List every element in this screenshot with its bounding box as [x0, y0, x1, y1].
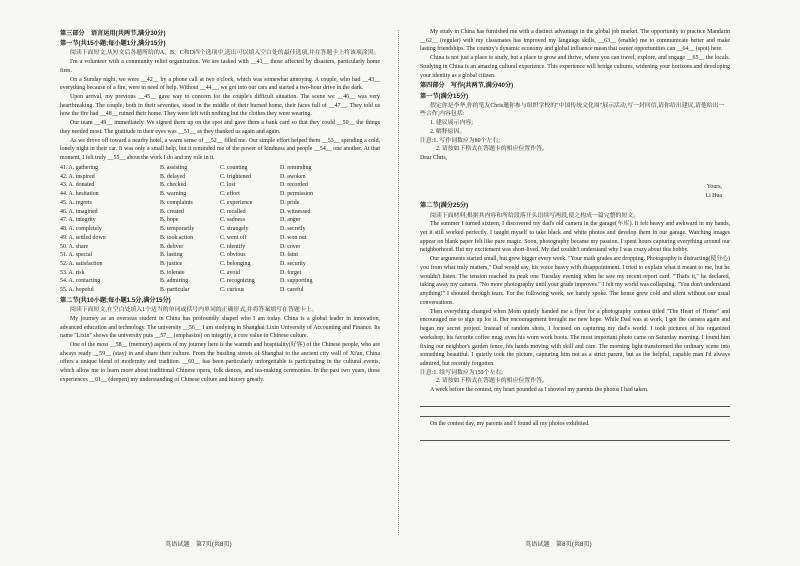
option-cell: B. warning [160, 191, 187, 198]
option-cell: B. particular [160, 287, 190, 294]
option-cell: C. obvious [220, 252, 246, 259]
option-cell: C. experience [220, 199, 253, 206]
section1-title: 第一节(共15小题;每小题1分,满分15分) [60, 40, 166, 48]
option-cell: B. justice [160, 260, 183, 267]
option-cell: 50. A. share [60, 243, 89, 250]
option-cell: C. recalled [220, 208, 246, 215]
writing-lines [420, 397, 730, 417]
option-cell: D. reminding [280, 164, 312, 171]
option-cell: C. counting [220, 164, 248, 171]
option-cell: D. won out [280, 234, 307, 241]
part4-title: 第四部分 写作(共两节,满分40分) [420, 82, 514, 90]
option-cell: B. took action [160, 234, 194, 241]
option-cell: D. witnessed [280, 208, 311, 215]
writing-point: 2. 解释原因。 [430, 128, 466, 135]
option-cell: C. lost [220, 182, 236, 189]
option-cell: 43. A. donated [60, 182, 95, 189]
option-cell: D. pride [280, 199, 300, 206]
cloze-paragraph: On a Sunday night, we were __42__ by a phone call at two o'clock, which was somewhat annoying. A couple, who had __43__ everything because of a fire, were in need of help. Without __44__, we got into our cars and started a two-hour drive in the dark. [60, 76, 380, 92]
option-cell: B. assisting [160, 164, 188, 171]
option-cell: D. recorded [280, 182, 308, 189]
option-cell: C. belonging [220, 260, 251, 267]
section1-instruction: 阅读下面短文,从短文后各题所给的A、B、C和D四个选项中,选出可以填入空白处的最佳选项,并在答题卡上将该项涂黑。 [70, 50, 380, 57]
page-footer-right: 英语试题 第8页(共8页) [525, 541, 592, 548]
story-paragraph: The summer I turned sixteen, I discovered my dad's old camera in the garage(车库). It felt heavy and awkward in my hands, yet it still worked perfectly. I taught myself to take black and white photos and develop them in our garage. Watching images appear on blank paper felt like pure magic. Soon, photography became my passion. I spent hours capturing everything around our neighborhood. But my excitement was short-lived. My dad couldn't understand why I was crazy about this hobby. [420, 221, 730, 254]
writing-line [420, 431, 730, 441]
option-cell: D. supporting [280, 278, 313, 285]
option-cell: D. cover [280, 243, 301, 250]
option-cell: C. frightened [220, 173, 252, 180]
option-cell: C. identify [220, 243, 246, 250]
option-cell: 55. A. hopeful [60, 287, 94, 294]
option-cell: D. faint [280, 252, 298, 259]
option-cell: 54. A. contacting [60, 278, 101, 285]
option-cell: D. permission [280, 191, 314, 198]
option-cell: C. recognizing [220, 278, 255, 285]
option-cell: D. secretly [280, 226, 306, 233]
option-cell: B. created [160, 208, 184, 215]
story-paragraph: Then everything changed when Mom quietly handed me a flyer for a photography contest titled "The Heart of Home" and encouraged me to sign up for it. Her encouragement brought me new hope. While Dad was at work, I got the camera again and began my secret project. Instead of random shots, I focused on capturing my dad's world. I took pictures of his organized workshop, his favorite coffee mug, even his worn work boots. The most important photo came on Saturday morning. I found him fixing our neighbor's garden fence, his hands moving with skill and care. The morning light transformed the ordinary scene into something beautiful. I quietly took the picture, capturing him not as a strict parent, but as the helpful, capable man I'd always admired, but recently forgotten. [420, 308, 730, 368]
option-cell: 53. A. risk [60, 269, 85, 276]
option-cell: B. checked [160, 182, 187, 189]
letter-blank-space [420, 163, 730, 183]
writing-line [420, 407, 730, 417]
option-cell: B. admiring [160, 278, 189, 285]
writing-note: 2. 请按如下格式在答题卡的相应位置作答。 [436, 146, 548, 153]
option-cell: C. avoid [220, 269, 240, 276]
option-cell: 42. A. inspired [60, 173, 95, 180]
continuation-prompt: On the contest day, my parents and I found all my photos exhibited. [430, 420, 590, 427]
option-cell: B. deliver [160, 243, 184, 250]
grammar-paragraph: My journey as an overseas student in China has profoundly shaped who I am today. China is a global leader in innovation, advanced education and technology. The university __56__ I am studying in Shanghai Lixin University of Accounting and Finance. Its name "Lixin" shows the university puts __57__ (emphasize) on integrity, a core value in Chinese culture. [60, 315, 380, 340]
letter-closing: Yours, [706, 183, 722, 190]
letter-salutation: Dear Chris, [420, 155, 448, 162]
option-cell: C. strangely [220, 226, 249, 233]
option-cell: B. hope [160, 217, 179, 224]
cloze-paragraph: I'm a volunteer with a community relief organization. We are tasked with __41__ those affected by disasters, particularly home fires. [60, 59, 380, 74]
continuation-note: 注意:1. 续写词数应为150个左右; [420, 369, 503, 376]
writing-section2-title: 第二节(满分25分) [420, 202, 469, 210]
option-grid [60, 164, 380, 295]
option-cell: B. lasting [160, 252, 183, 259]
grammar-paragraph: China is not just a place to study, but a place to grow and thrive, where you can travel, explore, and engage __65__ the locals. Studying in China is an amazing cultural experience. This experience will bridge cultures, widening your horizons and developing your identity as a global citizen. [420, 55, 730, 79]
right-column [420, 28, 730, 441]
column-divider [398, 30, 399, 535]
option-cell: B. temporarily [160, 226, 195, 233]
option-cell: B. tolerate [160, 269, 185, 276]
continuation-note: 2. 请按如下格式在答题卡的相应位置作答。 [436, 378, 548, 385]
option-cell: 47. A. integrity [60, 217, 96, 224]
option-cell: D. anger [280, 217, 301, 224]
option-cell: D. careful [280, 287, 304, 294]
option-cell: 51. A. special [60, 252, 93, 259]
cloze-paragraph: Upon arrival, my previous __45__ gave way to concern for the couple's difficult situation. The scene we __46__ was very heartbreaking. The couple, both in their seventies, stood in the middle of their burned home, their faces full of __47__. They told us how the fire had __48__ ruined their home. They were left with nothing but the clothes they were wearing. [60, 94, 380, 118]
writing-note: 注意:1. 写作词数应为80个左右; [420, 137, 500, 144]
part3-title: 第三部分 语言运用(共两节,满分30分) [60, 30, 166, 37]
option-cell: 41. A. gathering [60, 164, 98, 171]
left-column [60, 28, 380, 385]
writing-section1-title: 第一节(满分15分) [420, 92, 469, 100]
writing-section2-instruction: 阅读下面材料,根据其内容和所给段落开头语续写两段,使之构成一篇完整的短文。 [430, 212, 640, 219]
option-cell: D. awoken [280, 173, 306, 180]
option-cell: 46. A. imagined [60, 208, 98, 215]
option-cell: 52. A. satisfaction [60, 260, 103, 267]
continuation-prompt: A week before the contest, my heart pounded as I showed my parents the photos I had taken. [430, 387, 649, 394]
option-cell: B. delayed [160, 173, 186, 180]
page-footer-left: 英语试题 第7页(共8页) [165, 541, 232, 548]
option-cell: B. complaints [160, 199, 193, 206]
writing-line [420, 397, 730, 407]
letter-signature: Li Hua [705, 192, 722, 199]
option-cell: 49. A. settled down [60, 234, 106, 241]
writing-point: 1. 建议展示内容; [430, 120, 473, 127]
option-cell: C. went off [220, 234, 247, 241]
option-cell: 44. A. hesitation [60, 191, 99, 198]
option-cell: 48. A. completely [60, 226, 102, 233]
option-cell: C. sadness [220, 217, 245, 224]
option-cell: 45. A. regrets [60, 199, 92, 206]
story-paragraph: Our arguments started small, but grew bigger every week. "Your math grades are dropping. Photography is distracting(使分心) you from what truly matters," Dad would say, his voice heavy with disappointment. I tried to explain what it meant to me, but he wouldn't listen. The tension reached its peak one Tuesday evening when he saw my recent report card. "That's it," he declared, taking away my camera. "No more photography until your grade improves." I felt my world was collapsing. "You don't understand anything!" I shouted through tears. For the following week, we barely spoke. The house grew cold and silent without our usual conversations. [420, 256, 730, 306]
writing-section1-instruction: 假定你是李华,你的笔友Chris邀你参与组织学校的"中国传统文化周"展示活动,写一封回信,请你给出建议,请他给出一些合作,内容包括: [420, 102, 725, 118]
option-cell: C. effort [220, 191, 240, 198]
cloze-paragraph: Our team __49__ immediately. We signed them up on the spot and gave them a bank card so that they could __50__ the things they needed most. The gratitude in their eyes was __51__ as they thanked us again and again. [60, 120, 380, 135]
option-cell: D. security [280, 260, 306, 267]
cloze-paragraph: As we drove off toward a nearby hotel, a warm sense of __52__ filled me. Our simple effort helped them __53__ spending a cold, lonely night in their car. It was only a small help, but it reminded me of the power of kindness and people __54__ one another. At that moment, I felt truly __55__ about the work I do and my role in it. [60, 137, 380, 162]
section2-title: 第二节(共10小题;每小题1.5分,满分15分) [60, 296, 171, 304]
section2-instruction: 阅读下面短文,在空白处填入1个适当的单词或括号内单词的正确形式,并将答案填写在答题卡上。 [70, 307, 318, 314]
grammar-paragraph: My study in China has furnished me with a distinct advantage in the global job market. The opportunity to practice Mandarin __62__ (regular) with my classmates has improved my language skills, __63__ (enable) me to communicate better and make lasting friendships. The country's dynamic economy and global influence mean that career opportunities can __64__ (spot) here. [420, 29, 730, 53]
writing-lines [420, 431, 730, 441]
option-cell: C. curious [220, 287, 245, 294]
grammar-paragraph: One of the most __58__ (memory) aspects of my journey here is the warmth and hospitality(好客) of the Chinese people, who are always ready __59__ (stay) in and share their culture. From the bustling streets of Shanghai to the ancient city wall of Xi'an, China offers a unique blend of modernity and tradition. __60__ has been particularly unforgettable is participating in the cultural events, which allow me to learn more about traditional Chinese opera, folk dances, and tea-making ceremonies. In the past two years, these experiences __61__ (deepen) my understanding of Chinese culture and history greatly. [60, 342, 380, 383]
option-cell: D. forget [280, 269, 302, 276]
